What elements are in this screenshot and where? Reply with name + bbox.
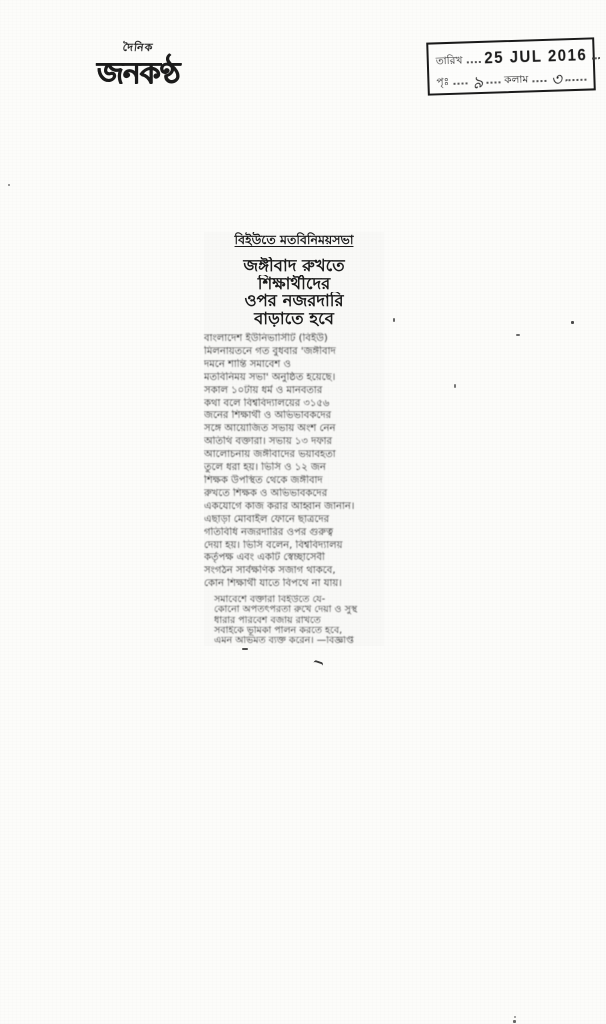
body-line: মিলনায়তনে গত বুধবার 'জঙ্গীবাদ — [204, 345, 336, 357]
headline-line: শিক্ষার্থীদের — [257, 274, 331, 292]
dotted-leader — [532, 80, 546, 82]
article-kicker: বিইউতে মতবিনিময়সভা — [234, 232, 354, 247]
body-line: দমনে শান্তি সমাবেশ ও — [204, 358, 291, 370]
headline-line: জঙ্গীবাদ রুখতে — [243, 257, 345, 275]
scan-speck — [242, 648, 248, 650]
scan-speck — [513, 1020, 516, 1023]
scan-speck — [571, 321, 574, 324]
body-line: একযোগে কাজ করার আহ্বান জানান। — [204, 500, 355, 512]
masthead-tagline: দৈনিক — [122, 41, 155, 54]
body-line: সকাল ১০টায় ধর্ম ও মানবতার — [204, 384, 323, 396]
dotted-leader — [486, 81, 500, 83]
body-line: সংগঠন সার্বক্ষণিক সজাগ থাকবে, — [204, 565, 336, 577]
scan-speck — [454, 384, 456, 388]
dotted-leader — [466, 61, 480, 63]
closing-line: সবাইকে ভূমিকা পালন করতে হবে, — [214, 625, 343, 636]
stamp-date-label: তারিখ — [435, 54, 463, 68]
body-line: তুলে ধরা হয়। ভিসি ও ১২ জন — [204, 462, 326, 474]
body-line: গতিবিধি নজরদারির ওপর গুরুত্ব — [204, 526, 334, 538]
closing-line: ধারার পরিবেশ বজায় রাখতে — [214, 615, 321, 626]
masthead-title: জনকণ্ঠ — [96, 56, 180, 91]
scan-speck — [514, 1016, 516, 1018]
body-line: আলোচনায় জঙ্গীবাদের ভয়াবহতা — [204, 449, 336, 461]
closing-line: সমাবেশে বক্তারা বিইউতে যে- — [214, 595, 326, 606]
scan-speck — [8, 184, 10, 186]
stamp-page-value-handwritten: ৯ — [469, 71, 486, 95]
headline-line: বাড়াতে হবে — [254, 309, 334, 327]
closing-line: এমন অভিমত ব্যক্ত করেন। —বিজ্ঞপ্তি — [214, 635, 354, 646]
article-body — [204, 333, 384, 591]
article-closing-paragraph — [204, 595, 384, 646]
stamp-date-row — [435, 43, 586, 69]
scan-speck — [393, 318, 395, 322]
newspaper-masthead — [86, 39, 190, 89]
dotted-leader — [591, 57, 599, 59]
body-line: শিক্ষক উপস্থিত থেকে জঙ্গীবাদ — [204, 474, 323, 486]
body-line: বাংলাদেশ ইউনিভার্সিটি (বিইউ) — [204, 333, 328, 344]
article-headline — [204, 257, 384, 327]
body-line: সঙ্গে আয়োজিত সভায় অংশ নেন — [204, 423, 336, 435]
pen-squiggle-mark — [312, 660, 324, 670]
body-line: কোন শিক্ষার্থী যাতে বিপথে না যায়। — [204, 578, 342, 590]
headline-line: ওপর নজরদারি — [244, 292, 344, 310]
body-line: মতবিনিময় সভা' অনুষ্ঠিত হয়েছে। — [204, 371, 336, 383]
dotted-leader — [453, 82, 467, 84]
body-line: এছাড়া মোবাইল ফোনে ছাত্রদের — [204, 513, 330, 525]
stamp-page-label: পৃঃ — [436, 75, 450, 89]
stamp-column-value-handwritten: ৩ — [548, 69, 565, 92]
body-line: কর্তৃপক্ষ এবং একটি স্বেচ্ছাসেবী — [204, 552, 325, 564]
closing-line: কোনো অপতৎপরতা রুখে দেয়া ও সুস্থ — [214, 605, 358, 616]
dotted-leader — [565, 79, 586, 82]
body-line: জনের শিক্ষার্থী ও অভিভাবকদের — [204, 410, 332, 422]
news-clipping — [204, 232, 384, 646]
date-stamp-box — [426, 37, 596, 95]
scan-speck — [516, 334, 520, 336]
body-line: দেয়া হয়। ভিসি বলেন, বিশ্ববিদ্যালয় — [204, 539, 343, 551]
stamp-column-label: কলাম — [504, 73, 529, 87]
body-line: রুখতে শিক্ষক ও অভিভাবকদের — [204, 487, 328, 499]
body-line: কথা বলে বিশ্ববিদ্যালয়ের ৩১৫৬ — [204, 397, 330, 409]
stamp-date-value: 25 JUL 2016 — [484, 45, 588, 68]
body-line: অতিথি বক্তারা। সভায় ১৩ দফার — [204, 436, 333, 448]
